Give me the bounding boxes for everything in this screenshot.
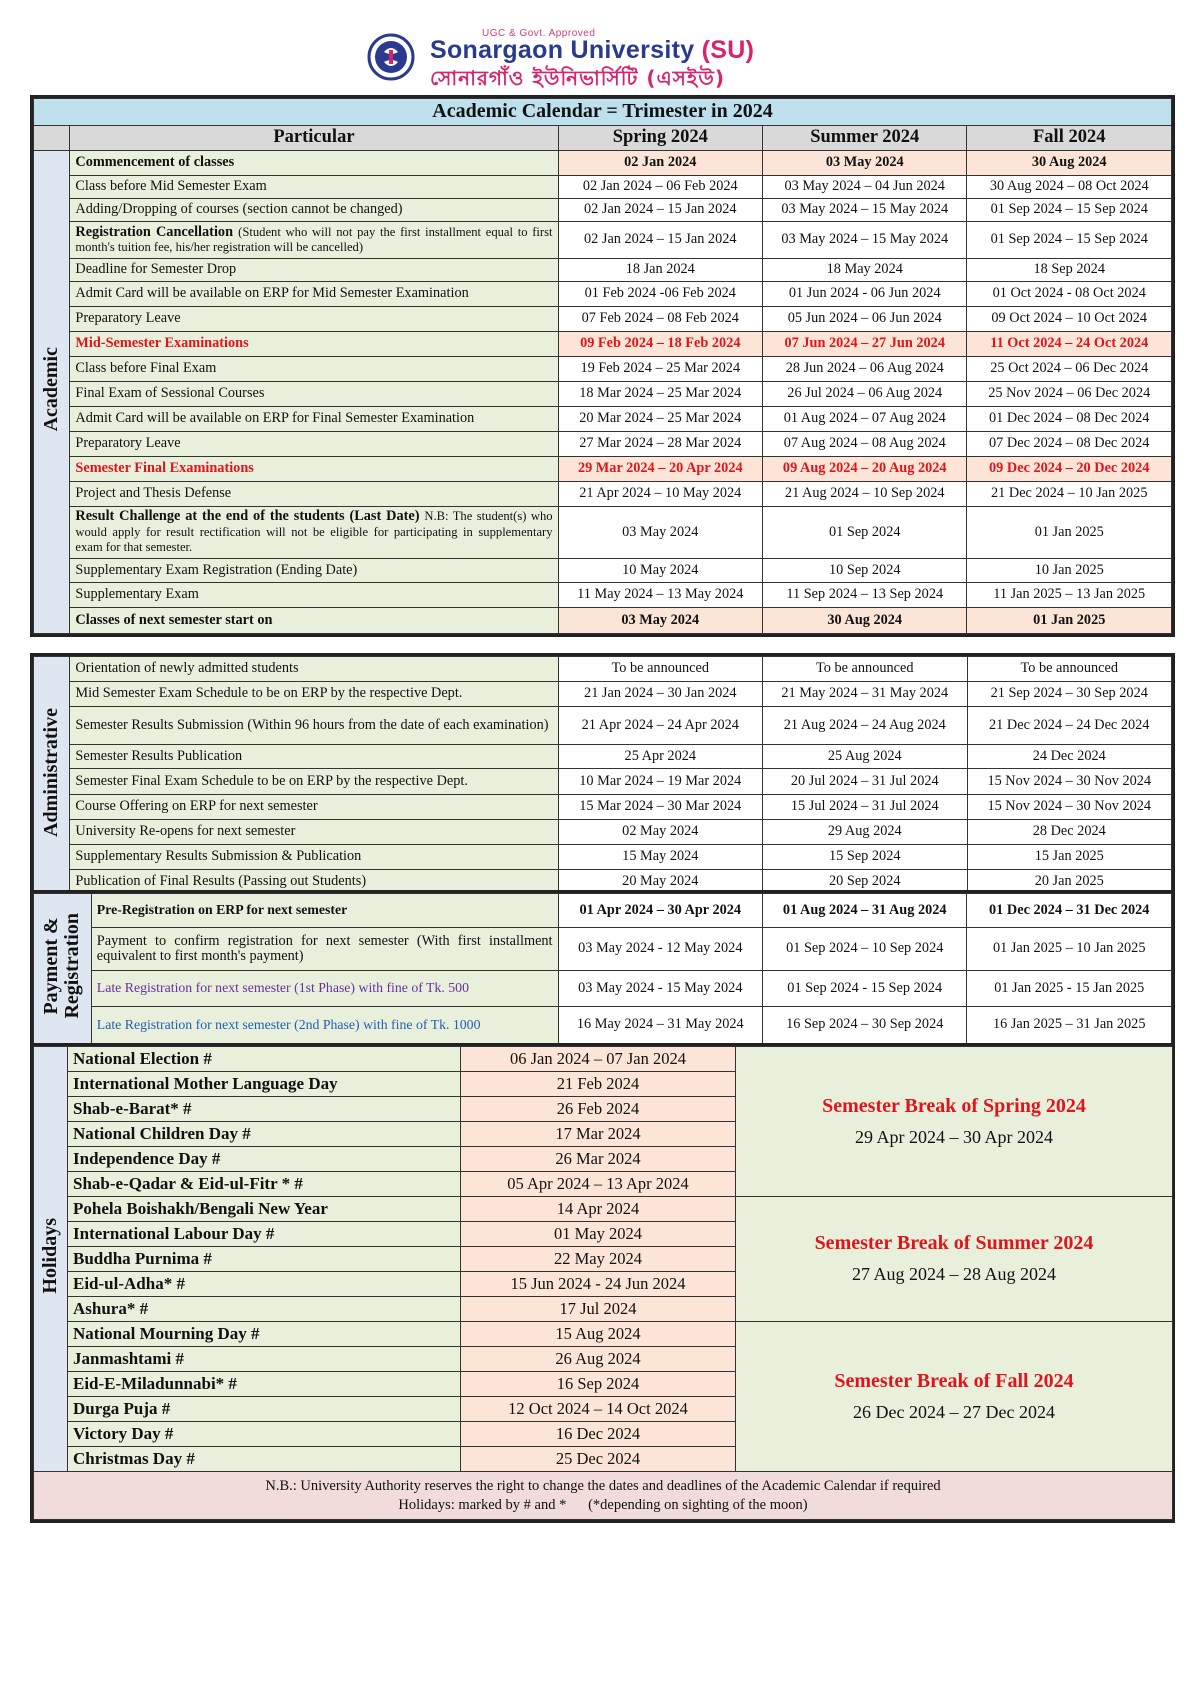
holiday-name: Buddha Purnima # — [68, 1247, 461, 1272]
table-row — [34, 820, 1172, 845]
holiday-date: 26 Feb 2024 — [461, 1097, 736, 1122]
row-label: Preparatory Leave — [70, 307, 558, 332]
cell-value: 01 Jan 2025 – 10 Jan 2025 — [967, 928, 1172, 971]
table-row — [34, 432, 1172, 457]
table-row — [34, 507, 1172, 559]
cell-value: 28 Jun 2024 – 06 Aug 2024 — [763, 357, 967, 382]
administrative-table — [33, 656, 1172, 895]
payment-table — [33, 893, 1172, 1044]
university-name: Sonargaon University (SU) — [430, 36, 755, 64]
table-row — [34, 682, 1172, 707]
cell-value: 01 Sep 2024 — [763, 507, 967, 559]
cell-value: 24 Dec 2024 — [967, 745, 1172, 769]
university-logo — [0, 28, 1200, 90]
holiday-name: National Children Day # — [68, 1122, 461, 1147]
row-label: Course Offering on ERP for next semester — [70, 795, 558, 820]
cell-value: 21 Jan 2024 – 30 Jan 2024 — [558, 682, 762, 707]
cell-value: 18 Sep 2024 — [967, 259, 1172, 282]
table-row — [34, 657, 1172, 682]
cell-value: 20 May 2024 — [558, 870, 762, 895]
cell-value: 21 Sep 2024 – 30 Sep 2024 — [967, 682, 1172, 707]
payment-section — [30, 890, 1175, 1047]
holiday-name: National Mourning Day # — [68, 1322, 461, 1347]
cell-value: 15 Nov 2024 – 30 Nov 2024 — [967, 795, 1172, 820]
table-row — [34, 769, 1172, 795]
cell-value: 15 Jul 2024 – 31 Jul 2024 — [763, 795, 967, 820]
academic-side-label: Academic — [34, 151, 70, 634]
cell-value: 20 Jan 2025 — [967, 870, 1172, 895]
break-title: Semester Break of Spring 2024 — [822, 1094, 1086, 1117]
holiday-name: Shab-e-Qadar & Eid-ul-Fitr * # — [68, 1172, 461, 1197]
cell-value: 15 Nov 2024 – 30 Nov 2024 — [967, 769, 1172, 795]
row-label: Classes of next semester start on — [70, 608, 558, 634]
cell-value: 01 Sep 2024 - 15 Sep 2024 — [763, 971, 967, 1007]
cell-value: 30 Aug 2024 – 08 Oct 2024 — [967, 176, 1172, 199]
cell-value: 10 Mar 2024 – 19 Mar 2024 — [558, 769, 762, 795]
table-row — [34, 457, 1172, 482]
cell-value: 01 Sep 2024 – 15 Sep 2024 — [967, 199, 1172, 222]
row-label: Late Registration for next semester (2nd Phase) with fine of Tk. 1000 — [91, 1007, 558, 1044]
cell-value: 11 May 2024 – 13 May 2024 — [558, 583, 762, 608]
table-row — [34, 1007, 1172, 1044]
holiday-date: 25 Dec 2024 — [461, 1447, 736, 1472]
cell-value: 16 Sep 2024 – 30 Sep 2024 — [763, 1007, 967, 1044]
approval-text: UGC & Govt. Approved — [482, 28, 596, 39]
row-label: Commencement of classes — [70, 151, 558, 176]
cell-value: 09 Oct 2024 – 10 Oct 2024 — [967, 307, 1172, 332]
cell-value: 10 May 2024 — [558, 559, 762, 583]
holiday-name: Independence Day # — [68, 1147, 461, 1172]
row-label: Semester Final Exam Schedule to be on ERP by the respective Dept. — [70, 769, 558, 795]
table-row — [34, 282, 1172, 307]
row-label: Mid-Semester Examinations — [70, 332, 558, 357]
header-spring: Spring 2024 — [558, 126, 762, 151]
cell-value: 18 Jan 2024 — [558, 259, 762, 282]
cell-value: 02 Jan 2024 – 15 Jan 2024 — [558, 222, 762, 259]
holiday-name: Pohela Boishakh/Bengali New Year — [68, 1197, 461, 1222]
cell-value: 21 Dec 2024 – 24 Dec 2024 — [967, 707, 1172, 745]
holidays-side-label: Holidays — [34, 1047, 68, 1472]
row-label: Payment to confirm registration for next semester (With first installment equivalent to first month's payment) — [91, 928, 558, 971]
footnote — [34, 1472, 1173, 1520]
table-row — [34, 971, 1172, 1007]
cell-value: To be announced — [763, 657, 967, 682]
row-label: Registration Cancellation (Student who will not pay the first installment equal to first month's tuition fee, his/her registration will be cancelled) — [70, 222, 558, 259]
holiday-date: 12 Oct 2024 – 14 Oct 2024 — [461, 1397, 736, 1422]
row-label: Supplementary Exam Registration (Ending Date) — [70, 559, 558, 583]
cell-value: 18 May 2024 — [763, 259, 967, 282]
cell-value: 30 Aug 2024 — [967, 151, 1172, 176]
holiday-name: Janmashtami # — [68, 1347, 461, 1372]
cell-value: 10 Jan 2025 — [967, 559, 1172, 583]
holiday-name: Victory Day # — [68, 1422, 461, 1447]
row-label: Supplementary Results Submission & Publication — [70, 845, 558, 870]
holiday-date: 05 Apr 2024 – 13 Apr 2024 — [461, 1172, 736, 1197]
semester-break-fall — [736, 1322, 1173, 1472]
cell-value: 03 May 2024 - 12 May 2024 — [558, 928, 762, 971]
cell-value: 16 May 2024 – 31 May 2024 — [558, 1007, 762, 1044]
cell-value: 03 May 2024 – 15 May 2024 — [763, 222, 967, 259]
header-particular: Particular — [70, 126, 558, 151]
cell-value: 11 Sep 2024 – 13 Sep 2024 — [763, 583, 967, 608]
holiday-name: International Mother Language Day — [68, 1072, 461, 1097]
holiday-date: 16 Sep 2024 — [461, 1372, 736, 1397]
holiday-name: National Election # — [68, 1047, 461, 1072]
footnote-holiday-legend: Holidays: marked by # and * (*depending on sighting of the moon) — [398, 1496, 808, 1513]
header-summer: Summer 2024 — [763, 126, 967, 151]
cell-value: 19 Feb 2024 – 25 Mar 2024 — [558, 357, 762, 382]
cell-value: 15 Mar 2024 – 30 Mar 2024 — [558, 795, 762, 820]
holiday-name: Eid-E-Miladunnabi* # — [68, 1372, 461, 1397]
cell-value: 09 Dec 2024 – 20 Dec 2024 — [967, 457, 1172, 482]
table-row — [34, 928, 1172, 971]
row-label: Admit Card will be available on ERP for Final Semester Examination — [70, 407, 558, 432]
table-row — [34, 795, 1172, 820]
cell-value: 07 Aug 2024 – 08 Aug 2024 — [763, 432, 967, 457]
holiday-date: 16 Dec 2024 — [461, 1422, 736, 1447]
academic-section — [30, 95, 1175, 637]
holiday-date: 17 Jul 2024 — [461, 1297, 736, 1322]
row-label: Class before Mid Semester Exam — [70, 176, 558, 199]
row-label: Adding/Dropping of courses (section cannot be changed) — [70, 199, 558, 222]
cell-value: 18 Mar 2024 – 25 Mar 2024 — [558, 382, 762, 407]
cell-value: 01 Dec 2024 – 31 Dec 2024 — [967, 894, 1172, 928]
cell-value: 01 Aug 2024 – 07 Aug 2024 — [763, 407, 967, 432]
holiday-date: 26 Aug 2024 — [461, 1347, 736, 1372]
cell-value: 21 Aug 2024 – 10 Sep 2024 — [763, 482, 967, 507]
table-row — [34, 559, 1172, 583]
holiday-name: International Labour Day # — [68, 1222, 461, 1247]
table-row — [34, 745, 1172, 769]
table-row — [34, 199, 1172, 222]
row-label: Semester Results Publication — [70, 745, 558, 769]
holiday-date: 15 Aug 2024 — [461, 1322, 736, 1347]
cell-value: 21 Apr 2024 – 10 May 2024 — [558, 482, 762, 507]
cell-value: 15 May 2024 — [558, 845, 762, 870]
table-row — [34, 1322, 1173, 1347]
cell-value: 25 Apr 2024 — [558, 745, 762, 769]
cell-value: 28 Dec 2024 — [967, 820, 1172, 845]
table-row — [34, 332, 1172, 357]
holiday-name: Shab-e-Barat* # — [68, 1097, 461, 1122]
cell-value: 29 Mar 2024 – 20 Apr 2024 — [558, 457, 762, 482]
row-label: Mid Semester Exam Schedule to be on ERP by the respective Dept. — [70, 682, 558, 707]
cell-value: To be announced — [967, 657, 1172, 682]
cell-value: 01 Jun 2024 - 06 Jun 2024 — [763, 282, 967, 307]
cell-value: 02 May 2024 — [558, 820, 762, 845]
cell-value: 07 Dec 2024 – 08 Dec 2024 — [967, 432, 1172, 457]
break-dates: 26 Dec 2024 – 27 Dec 2024 — [853, 1401, 1055, 1422]
holiday-date: 01 May 2024 — [461, 1222, 736, 1247]
cell-value: 20 Sep 2024 — [763, 870, 967, 895]
cell-value: 02 Jan 2024 — [558, 151, 762, 176]
cell-value: 01 Sep 2024 – 15 Sep 2024 — [967, 222, 1172, 259]
cell-value: 11 Jan 2025 – 13 Jan 2025 — [967, 583, 1172, 608]
table-row — [34, 222, 1172, 259]
cell-value: 26 Jul 2024 – 06 Aug 2024 — [763, 382, 967, 407]
university-seal-icon — [367, 32, 415, 82]
cell-value: 01 Aug 2024 – 31 Aug 2024 — [763, 894, 967, 928]
row-label: Publication of Final Results (Passing out Students) — [70, 870, 558, 895]
cell-value: 15 Sep 2024 — [763, 845, 967, 870]
row-label: Deadline for Semester Drop — [70, 259, 558, 282]
cell-value: 25 Aug 2024 — [763, 745, 967, 769]
cell-value: 16 Jan 2025 – 31 Jan 2025 — [967, 1007, 1172, 1044]
holiday-date: 17 Mar 2024 — [461, 1122, 736, 1147]
table-row — [34, 151, 1172, 176]
cell-value: 03 May 2024 – 04 Jun 2024 — [763, 176, 967, 199]
holiday-date: 21 Feb 2024 — [461, 1072, 736, 1097]
cell-value: 03 May 2024 — [558, 608, 762, 634]
cell-value: 21 Dec 2024 – 10 Jan 2025 — [967, 482, 1172, 507]
row-label: Class before Final Exam — [70, 357, 558, 382]
cell-value: 15 Jan 2025 — [967, 845, 1172, 870]
row-label: Supplementary Exam — [70, 583, 558, 608]
cell-value: 21 Aug 2024 – 24 Aug 2024 — [763, 707, 967, 745]
table-row — [34, 259, 1172, 282]
holiday-name: Ashura* # — [68, 1297, 461, 1322]
cell-value: 09 Feb 2024 – 18 Feb 2024 — [558, 332, 762, 357]
holiday-name: Durga Puja # — [68, 1397, 461, 1422]
administrative-section — [30, 653, 1175, 898]
holiday-date: 26 Mar 2024 — [461, 1147, 736, 1172]
cell-value: 25 Nov 2024 – 06 Dec 2024 — [967, 382, 1172, 407]
row-label: University Re-opens for next semester — [70, 820, 558, 845]
cell-value: 07 Feb 2024 – 08 Feb 2024 — [558, 307, 762, 332]
row-label: Project and Thesis Defense — [70, 482, 558, 507]
cell-value: 02 Jan 2024 – 06 Feb 2024 — [558, 176, 762, 199]
table-row — [34, 1197, 1173, 1222]
table-row — [34, 707, 1172, 745]
header-fall: Fall 2024 — [967, 126, 1172, 151]
row-label: Late Registration for next semester (1st Phase) with fine of Tk. 500 — [91, 971, 558, 1007]
table-row — [34, 357, 1172, 382]
payment-side-label: Payment & Registration — [34, 894, 92, 1044]
cell-value: 01 Sep 2024 – 10 Sep 2024 — [763, 928, 967, 971]
cell-value: 03 May 2024 – 15 May 2024 — [763, 199, 967, 222]
row-label: Final Exam of Sessional Courses — [70, 382, 558, 407]
row-label: Admit Card will be available on ERP for Mid Semester Examination — [70, 282, 558, 307]
row-label: Semester Final Examinations — [70, 457, 558, 482]
table-row — [34, 894, 1172, 928]
header-spacer — [34, 126, 70, 151]
table-row — [34, 407, 1172, 432]
footnote-row — [34, 1472, 1173, 1520]
university-name-bangla: সোনারগাঁও ইউনিভার্সিটি (এসইউ) — [430, 66, 726, 90]
row-label: Result Challenge at the end of the students (Last Date) N.B: The student(s) who would apply for result rectification will not be eligible for participating in supplementary exam for that semester. — [70, 507, 558, 559]
cell-value: 01 Jan 2025 - 15 Jan 2025 — [967, 971, 1172, 1007]
cell-value: 01 Apr 2024 – 30 Apr 2024 — [558, 894, 762, 928]
cell-value: 30 Aug 2024 — [763, 608, 967, 634]
cell-value: 03 May 2024 - 15 May 2024 — [558, 971, 762, 1007]
cell-value: 01 Jan 2025 — [967, 608, 1172, 634]
holiday-date: 22 May 2024 — [461, 1247, 736, 1272]
cell-value: 03 May 2024 — [763, 151, 967, 176]
cell-value: 01 Oct 2024 - 08 Oct 2024 — [967, 282, 1172, 307]
cell-value: 21 Apr 2024 – 24 Apr 2024 — [558, 707, 762, 745]
cell-value: 03 May 2024 — [558, 507, 762, 559]
cell-value: 01 Feb 2024 -06 Feb 2024 — [558, 282, 762, 307]
row-label: Pre-Registration on ERP for next semester — [91, 894, 558, 928]
break-title: Semester Break of Fall 2024 — [834, 1369, 1074, 1392]
cell-value: 20 Jul 2024 – 31 Jul 2024 — [763, 769, 967, 795]
cell-value: 20 Mar 2024 – 25 Mar 2024 — [558, 407, 762, 432]
table-row — [34, 845, 1172, 870]
break-title: Semester Break of Summer 2024 — [814, 1232, 1094, 1255]
table-row — [34, 1047, 1173, 1072]
holiday-date: 06 Jan 2024 – 07 Jan 2024 — [461, 1047, 736, 1072]
holiday-name: Eid-ul-Adha* # — [68, 1272, 461, 1297]
cell-value: 05 Jun 2024 – 06 Jun 2024 — [763, 307, 967, 332]
cell-value: 10 Sep 2024 — [763, 559, 967, 583]
break-dates: 27 Aug 2024 – 28 Aug 2024 — [851, 1264, 1056, 1285]
table-row — [34, 482, 1172, 507]
footnote-disclaimer: N.B.: University Authority reserves the right to change the dates and deadlines of the Academic Calendar if required — [265, 1478, 941, 1495]
calendar-title: Academic Calendar = Trimester in 2024 — [34, 99, 1172, 126]
cell-value: To be announced — [558, 657, 762, 682]
cell-value: 11 Oct 2024 – 24 Oct 2024 — [967, 332, 1172, 357]
table-row — [34, 176, 1172, 199]
cell-value: 29 Aug 2024 — [763, 820, 967, 845]
cell-value: 09 Aug 2024 – 20 Aug 2024 — [763, 457, 967, 482]
cell-value: 25 Oct 2024 – 06 Dec 2024 — [967, 357, 1172, 382]
break-dates: 29 Apr 2024 – 30 Apr 2024 — [855, 1126, 1053, 1147]
table-row — [34, 307, 1172, 332]
cell-value: 07 Jun 2024 – 27 Jun 2024 — [763, 332, 967, 357]
holiday-name: Christmas Day # — [68, 1447, 461, 1472]
cell-value: 21 May 2024 – 31 May 2024 — [763, 682, 967, 707]
cell-value: 27 Mar 2024 – 28 Mar 2024 — [558, 432, 762, 457]
semester-break-spring — [736, 1047, 1173, 1197]
row-label: Preparatory Leave — [70, 432, 558, 457]
holidays-table — [33, 1046, 1173, 1520]
administrative-side-label: Administrative — [34, 657, 70, 895]
table-row — [34, 382, 1172, 407]
row-label: Semester Results Submission (Within 96 hours from the date of each examination) — [70, 707, 558, 745]
cell-value: 01 Jan 2025 — [967, 507, 1172, 559]
table-row — [34, 608, 1172, 634]
cell-value: 01 Dec 2024 – 08 Dec 2024 — [967, 407, 1172, 432]
cell-value: 02 Jan 2024 – 15 Jan 2024 — [558, 199, 762, 222]
holiday-date: 14 Apr 2024 — [461, 1197, 736, 1222]
holidays-section — [30, 1043, 1175, 1523]
table-row — [34, 583, 1172, 608]
semester-break-summer — [736, 1197, 1173, 1322]
row-label: Orientation of newly admitted students — [70, 657, 558, 682]
holiday-date: 15 Jun 2024 - 24 Jun 2024 — [461, 1272, 736, 1297]
academic-table — [33, 98, 1172, 634]
